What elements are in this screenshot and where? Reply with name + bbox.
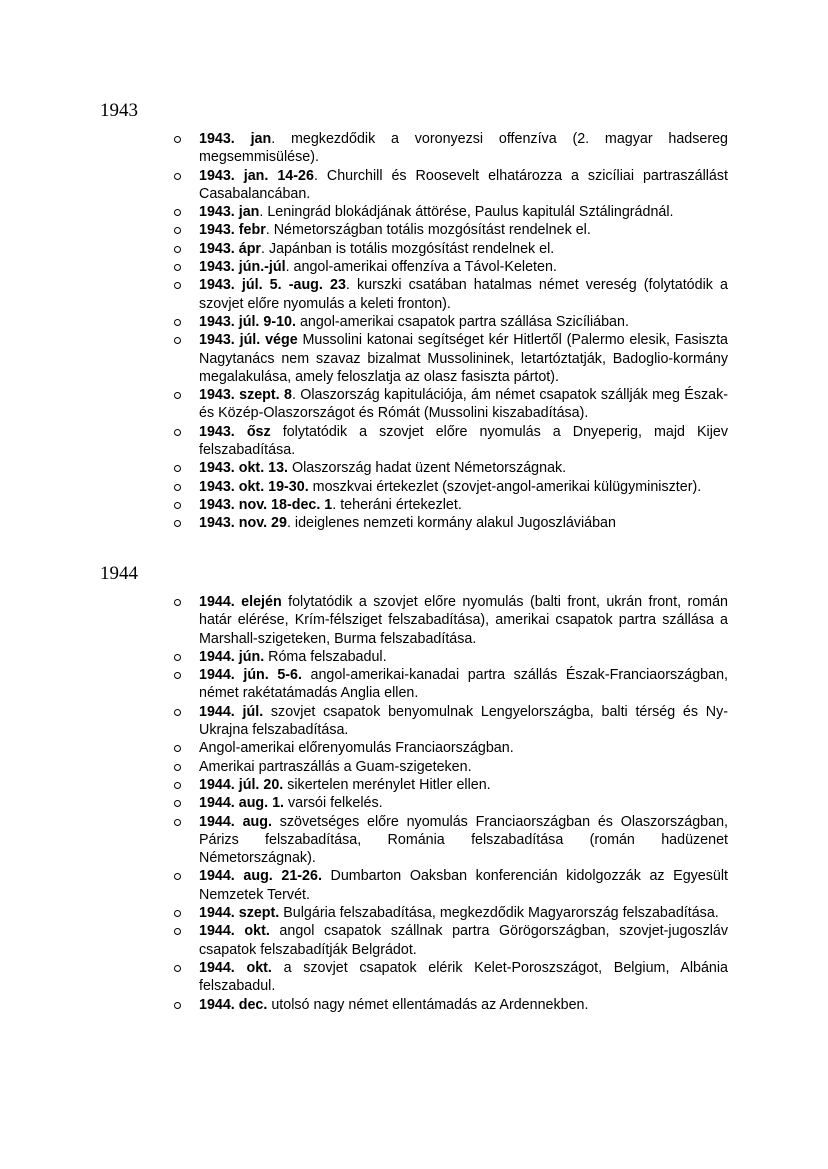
list-item [174,904,728,922]
circle-bullet-icon [174,465,181,472]
list-item [174,203,728,221]
section-heading-1944: 1944 [100,563,138,584]
event-description: . Leningrád blokádjának áttörése, Paulus kapitulál Sztálingrádnál. [259,204,674,221]
event-date: 1943. szept. 8 [199,387,292,404]
circle-bullet-icon [174,392,181,399]
event-description: folytatódik a szovjet előre nyomulás (balti front, ukrán front, román határ elérése, Krím-félsziget felszabadítása), amerikai csapatok partra szállása a Marshall-szigeteken, Burma felszabadítása. [199,594,728,647]
list-item [174,240,728,258]
event-date: 1944. szept. [199,905,280,922]
event-date: 1944. aug. 21-26. [199,868,322,885]
circle-bullet-icon [174,745,181,752]
event-description: . ideiglenes nemzeti kormány alakul Jugoszláviában [286,515,616,532]
event-description: folytatódik a szovjet előre nyomulás a Dnyeperig, majd Kijev felszabadítása. [199,423,728,459]
list-item [174,776,728,794]
circle-bullet-icon [174,227,181,234]
event-date: 1943. okt. 19-30. [199,478,309,495]
event-date: 1944. júl. 20. [199,776,284,793]
list-item [174,648,728,666]
event-date: 1944. elején [199,594,282,610]
event-date: 1943. nov. 18-dec. 1 [199,496,333,513]
circle-bullet-icon [174,484,181,491]
event-date: 1943. jan. 14-26 [199,167,314,184]
circle-bullet-icon [174,873,181,880]
event-description: szövetséges előre nyomulás Franciaországban és Olaszországban, Párizs felszabadítása, Románia felszabadítása (román hadüzenet Németországnak). [199,813,728,867]
event-description: . Japánban is totális mozgósítást rendelnek el. [261,240,555,257]
event-description: Dumbarton Oaksban konferencián kidolgozzák az Egyesült Nemzetek Tervét. [199,868,728,903]
event-description: varsói felkelés. [284,795,383,812]
list-item [174,130,728,167]
list-item [174,423,728,460]
list-item [174,703,728,740]
event-description: . megkezdődik a voronyezsi offenzíva (2. magyar hadsereg megsemmisülése). [199,131,728,166]
event-date: 1944. okt. [199,959,272,976]
list-item [174,922,728,959]
event-date: 1944. aug. [199,813,272,830]
event-description: Amerikai partraszállás a Guam-szigeteken. [199,758,472,775]
event-description: Olaszország hadat üzent Németországnak. [288,460,567,477]
list-item [174,739,728,757]
event-date: 1943. júl. 5. -aug. 23 [199,277,346,294]
circle-bullet-icon [174,337,181,344]
list-item [174,666,728,703]
event-date: 1944. aug. 1. [199,795,285,812]
event-date: 1944. jún. [199,648,265,665]
circle-bullet-icon [174,136,181,143]
event-date: 1943. febr [199,222,266,239]
event-description: Mussolini katonai segítséget kér Hitlertől (Palermo elesik, Fasiszta Nagytanács nem szavaz bizalmat Mussolininek, letartóztatják, Badoglio-kormány megalakulása, amely feloszlatja az olasz fasiszta pártot). [199,332,728,385]
circle-bullet-icon [174,764,181,771]
list-item [174,813,728,868]
section-heading-1943: 1943 [100,100,138,121]
list-item [174,959,728,996]
event-description: . angol-amerikai offenzíva a Távol-Keleten. [285,259,557,276]
list-item [174,593,728,648]
event-description: Róma felszabadul. [264,648,387,665]
list-item [174,386,728,423]
circle-bullet-icon [174,502,181,509]
list-item [174,258,728,276]
event-date: 1943. ápr [199,240,261,257]
event-description: Bulgária felszabadítása, megkezdődik Magyarország felszabadítása. [279,905,719,922]
event-date: 1943. júl. 9-10. [199,313,296,330]
event-description: Angol-amerikai előrenyomulás Franciaországban. [199,740,514,757]
list-item [174,478,728,496]
event-description: szovjet csapatok benyomulnak Lengyelországba, balti térség és Ny-Ukrajna felszabadítása. [199,703,728,739]
circle-bullet-icon [174,246,181,253]
circle-bullet-icon [174,429,181,436]
event-date: 1944. júl. [199,703,264,720]
list-item [174,996,728,1014]
event-list-1944 [174,593,728,1014]
event-description: . kurszki csatában hatalmas német vereség (folytatódik a szovjet előre nyomulás a keleti fronton). [199,277,728,312]
list-item [174,794,728,812]
circle-bullet-icon [174,782,181,789]
circle-bullet-icon [174,1002,181,1009]
event-date: 1943. júl. vége [199,332,298,349]
circle-bullet-icon [174,672,181,679]
circle-bullet-icon [174,910,181,917]
event-description: angol-amerikai-kanadai partra szállás Észak-Franciaországban, német rakétatámadás Anglia ellen. [199,667,728,702]
circle-bullet-icon [174,282,181,289]
list-item [174,313,728,331]
event-description: moszkvai értekezlet (szovjet-angol-amerikai külügyminiszter). [308,478,702,495]
list-item [174,496,728,514]
event-description: . Olaszország kapitulációja, ám német csapatok szállják meg Észak- és Közép-Olaszországot és Rómát (Mussolini kiszabadítása). [199,387,728,422]
circle-bullet-icon [174,319,181,326]
circle-bullet-icon [174,264,181,271]
list-item [174,276,728,313]
circle-bullet-icon [174,819,181,826]
event-description: sikertelen merénylet Hitler ellen. [283,776,491,793]
event-date: 1944. dec. [199,996,268,1013]
circle-bullet-icon [174,209,181,216]
circle-bullet-icon [174,173,181,180]
event-description: a szovjet csapatok elérik Kelet-Poroszszágot, Belgium, Albánia felszabadul. [199,959,729,995]
list-item [174,758,728,776]
circle-bullet-icon [174,654,181,661]
event-date: 1943. jan [199,131,272,147]
event-description: angol-amerikai csapatok partra szállása Szicíliában. [295,313,629,330]
event-date: 1944. jún. 5-6. [199,667,302,684]
list-item [174,167,728,204]
event-date: 1943. jún.-júl [199,259,286,276]
event-date: 1944. okt. [199,923,270,940]
list-item [174,459,728,477]
circle-bullet-icon [174,800,181,807]
list-item [174,514,728,532]
event-date: 1943. okt. 13. [199,460,289,477]
event-list-1943 [174,130,728,533]
list-item [174,867,728,904]
event-date: 1943. jan [199,204,260,221]
event-date: 1943. ősz [199,423,271,440]
circle-bullet-icon [174,965,181,972]
event-description: . Németországban totális mozgósítást rendelnek el. [265,222,591,239]
event-description: angol csapatok szállnak partra Görögországban, szovjet-jugoszláv csapatok felszabadítják Belgrádot. [199,923,728,958]
event-description: utolsó nagy német ellentámadás az Ardennekben. [267,996,589,1013]
circle-bullet-icon [174,599,181,606]
circle-bullet-icon [174,928,181,935]
list-item [174,331,728,386]
event-description: . teheráni értekezlet. [332,496,462,513]
list-item [174,221,728,239]
circle-bullet-icon [174,520,181,527]
event-description: . Churchill és Roosevelt elhatározza a szicíliai partraszállást Casabalancában. [199,167,729,202]
circle-bullet-icon [174,709,181,716]
event-date: 1943. nov. 29 [199,515,287,532]
